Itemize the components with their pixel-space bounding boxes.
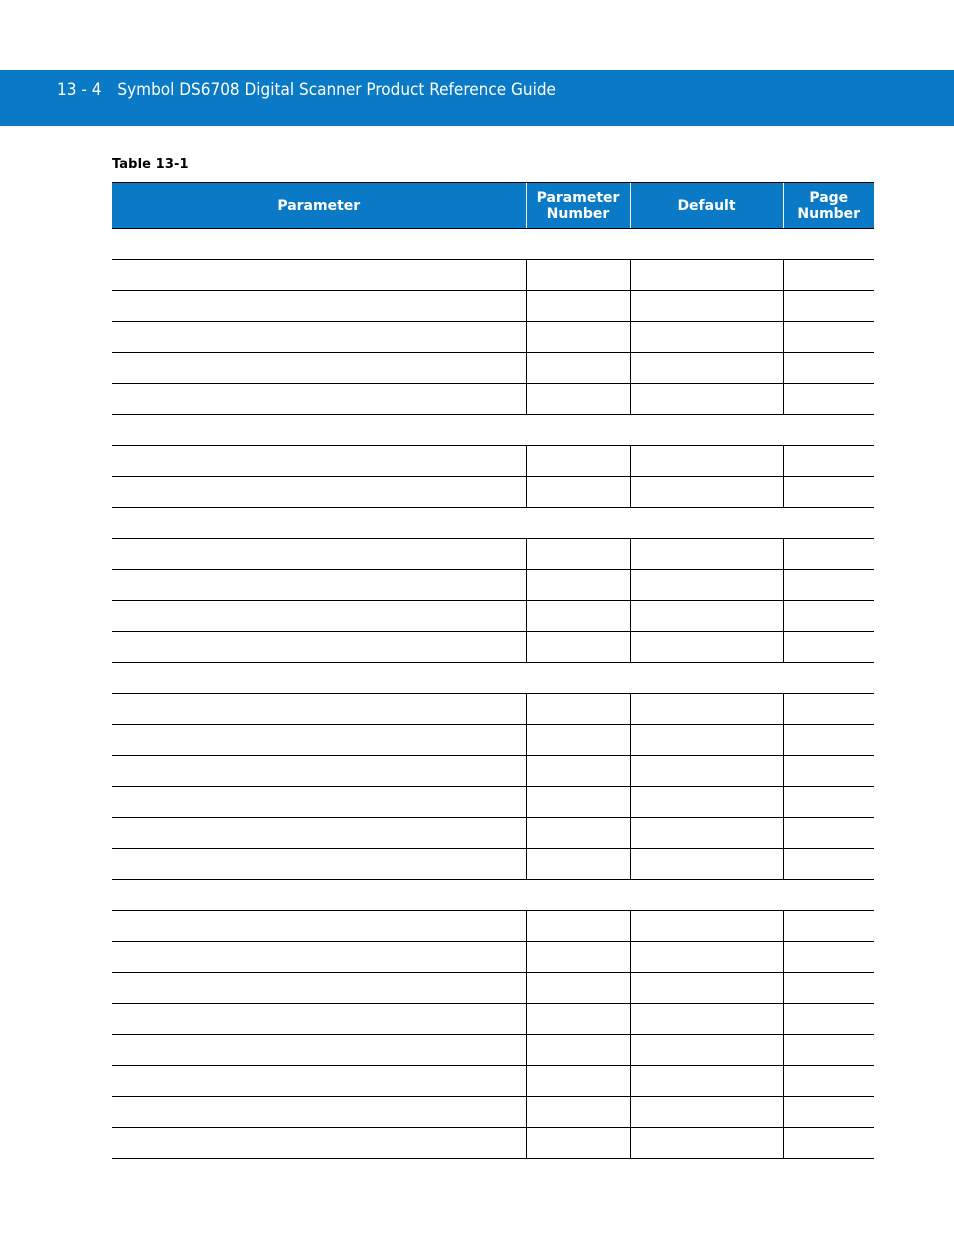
parameter-cell xyxy=(112,1004,526,1035)
default-cell xyxy=(630,446,783,477)
default-cell xyxy=(630,694,783,725)
default-cell xyxy=(630,1097,783,1128)
page-number-cell xyxy=(783,539,874,570)
page-number-cell xyxy=(783,756,874,787)
page-number-cell xyxy=(783,694,874,725)
table-row xyxy=(112,539,874,570)
parameter-cell xyxy=(112,570,526,601)
page-header xyxy=(57,79,556,101)
section-cell xyxy=(112,663,874,694)
table-row xyxy=(112,787,874,818)
table-row xyxy=(112,570,874,601)
default-cell xyxy=(630,1004,783,1035)
page-number-cell xyxy=(783,1097,874,1128)
parameter-number-cell xyxy=(526,756,630,787)
table-row xyxy=(112,725,874,756)
parameter-cell xyxy=(112,539,526,570)
table-row xyxy=(112,1035,874,1066)
page-number-cell xyxy=(783,570,874,601)
parameter-number-cell xyxy=(526,477,630,508)
table-header xyxy=(112,183,874,229)
default-cell xyxy=(630,973,783,1004)
table-caption: Table 13-1 xyxy=(112,157,189,172)
section-cell xyxy=(112,415,874,446)
section-cell xyxy=(112,229,874,260)
page-number-cell xyxy=(783,353,874,384)
default-cell xyxy=(630,1035,783,1066)
parameter-cell xyxy=(112,384,526,415)
parameter-number-cell xyxy=(526,694,630,725)
table-row xyxy=(112,818,874,849)
default-cell xyxy=(630,570,783,601)
page-number-cell xyxy=(783,632,874,663)
parameter-cell xyxy=(112,725,526,756)
parameter-cell xyxy=(112,787,526,818)
column-header-parameter-number: Parameter Number xyxy=(526,183,630,229)
page-number-cell xyxy=(783,725,874,756)
column-header-default: Default xyxy=(630,183,783,229)
table-row xyxy=(112,1004,874,1035)
page-number-cell xyxy=(783,787,874,818)
default-cell xyxy=(630,756,783,787)
parameter-cell xyxy=(112,1035,526,1066)
parameter-number-cell xyxy=(526,911,630,942)
table-row xyxy=(112,260,874,291)
column-header-page-number: Page Number xyxy=(783,183,874,229)
parameter-cell xyxy=(112,942,526,973)
table-body xyxy=(112,229,874,1159)
parameter-number-cell xyxy=(526,570,630,601)
page-number-cell xyxy=(783,322,874,353)
default-cell xyxy=(630,911,783,942)
parameter-cell xyxy=(112,911,526,942)
parameter-cell xyxy=(112,973,526,1004)
page-number: 13 - 4 xyxy=(57,80,102,100)
page-number-cell xyxy=(783,942,874,973)
table-section-row xyxy=(112,880,874,911)
table-row xyxy=(112,1097,874,1128)
parameter-number-cell xyxy=(526,818,630,849)
parameter-cell xyxy=(112,694,526,725)
parameter-number-cell xyxy=(526,787,630,818)
parameter-number-cell xyxy=(526,1097,630,1128)
parameter-cell xyxy=(112,632,526,663)
table-row xyxy=(112,756,874,787)
parameter-cell xyxy=(112,601,526,632)
parameter-cell xyxy=(112,818,526,849)
table-row xyxy=(112,1066,874,1097)
parameter-cell xyxy=(112,849,526,880)
parameter-cell xyxy=(112,322,526,353)
table-row xyxy=(112,911,874,942)
column-header-parameter: Parameter xyxy=(112,183,526,229)
table-row xyxy=(112,632,874,663)
parameter-number-cell xyxy=(526,353,630,384)
parameter-number-cell xyxy=(526,942,630,973)
page-number-cell xyxy=(783,477,874,508)
default-cell xyxy=(630,260,783,291)
page-number-cell xyxy=(783,1128,874,1159)
table-row xyxy=(112,477,874,508)
default-cell xyxy=(630,1128,783,1159)
default-cell xyxy=(630,632,783,663)
table-row xyxy=(112,942,874,973)
page-number-cell xyxy=(783,291,874,322)
default-cell xyxy=(630,725,783,756)
page-number-cell xyxy=(783,384,874,415)
parameter-number-cell xyxy=(526,260,630,291)
parameter-number-cell xyxy=(526,849,630,880)
table-row xyxy=(112,849,874,880)
parameter-cell xyxy=(112,446,526,477)
parameter-cell xyxy=(112,291,526,322)
page-number-cell xyxy=(783,1035,874,1066)
page-number-cell xyxy=(783,973,874,1004)
default-cell xyxy=(630,601,783,632)
table-section-row xyxy=(112,508,874,539)
parameter-number-cell xyxy=(526,384,630,415)
table-row xyxy=(112,322,874,353)
default-cell xyxy=(630,849,783,880)
page-number-cell xyxy=(783,260,874,291)
page-number-cell xyxy=(783,818,874,849)
parameter-number-cell xyxy=(526,973,630,1004)
parameter-number-cell xyxy=(526,632,630,663)
default-cell xyxy=(630,291,783,322)
table-row xyxy=(112,384,874,415)
default-cell xyxy=(630,353,783,384)
default-cell xyxy=(630,818,783,849)
default-cell xyxy=(630,384,783,415)
table-section-row xyxy=(112,229,874,260)
parameter-table-container xyxy=(112,182,874,1159)
section-cell xyxy=(112,880,874,911)
guide-title: Symbol DS6708 Digital Scanner Product Reference Guide xyxy=(117,80,556,100)
page-number-cell xyxy=(783,849,874,880)
default-cell xyxy=(630,942,783,973)
parameter-number-cell xyxy=(526,446,630,477)
parameter-number-cell xyxy=(526,1035,630,1066)
page-number-cell xyxy=(783,446,874,477)
table-row xyxy=(112,446,874,477)
section-cell xyxy=(112,508,874,539)
table-row xyxy=(112,694,874,725)
page-number-cell xyxy=(783,1004,874,1035)
table-row xyxy=(112,1128,874,1159)
parameter-number-cell xyxy=(526,1004,630,1035)
table-header-row xyxy=(112,183,874,229)
page-number-cell xyxy=(783,911,874,942)
page-number-cell xyxy=(783,1066,874,1097)
parameter-cell xyxy=(112,260,526,291)
table-section-row xyxy=(112,415,874,446)
table-row xyxy=(112,973,874,1004)
table-row xyxy=(112,291,874,322)
default-cell xyxy=(630,539,783,570)
parameter-cell xyxy=(112,353,526,384)
parameter-number-cell xyxy=(526,1128,630,1159)
table-row xyxy=(112,601,874,632)
parameter-number-cell xyxy=(526,322,630,353)
default-cell xyxy=(630,322,783,353)
parameter-number-cell xyxy=(526,601,630,632)
default-cell xyxy=(630,477,783,508)
table-row xyxy=(112,353,874,384)
parameter-cell xyxy=(112,477,526,508)
parameter-cell xyxy=(112,1097,526,1128)
parameter-number-cell xyxy=(526,725,630,756)
default-cell xyxy=(630,1066,783,1097)
parameter-cell xyxy=(112,1128,526,1159)
parameter-number-cell xyxy=(526,1066,630,1097)
default-cell xyxy=(630,787,783,818)
parameter-table xyxy=(112,182,874,1159)
parameter-number-cell xyxy=(526,539,630,570)
page-number-cell xyxy=(783,601,874,632)
parameter-cell xyxy=(112,756,526,787)
parameter-number-cell xyxy=(526,291,630,322)
table-section-row xyxy=(112,663,874,694)
parameter-cell xyxy=(112,1066,526,1097)
